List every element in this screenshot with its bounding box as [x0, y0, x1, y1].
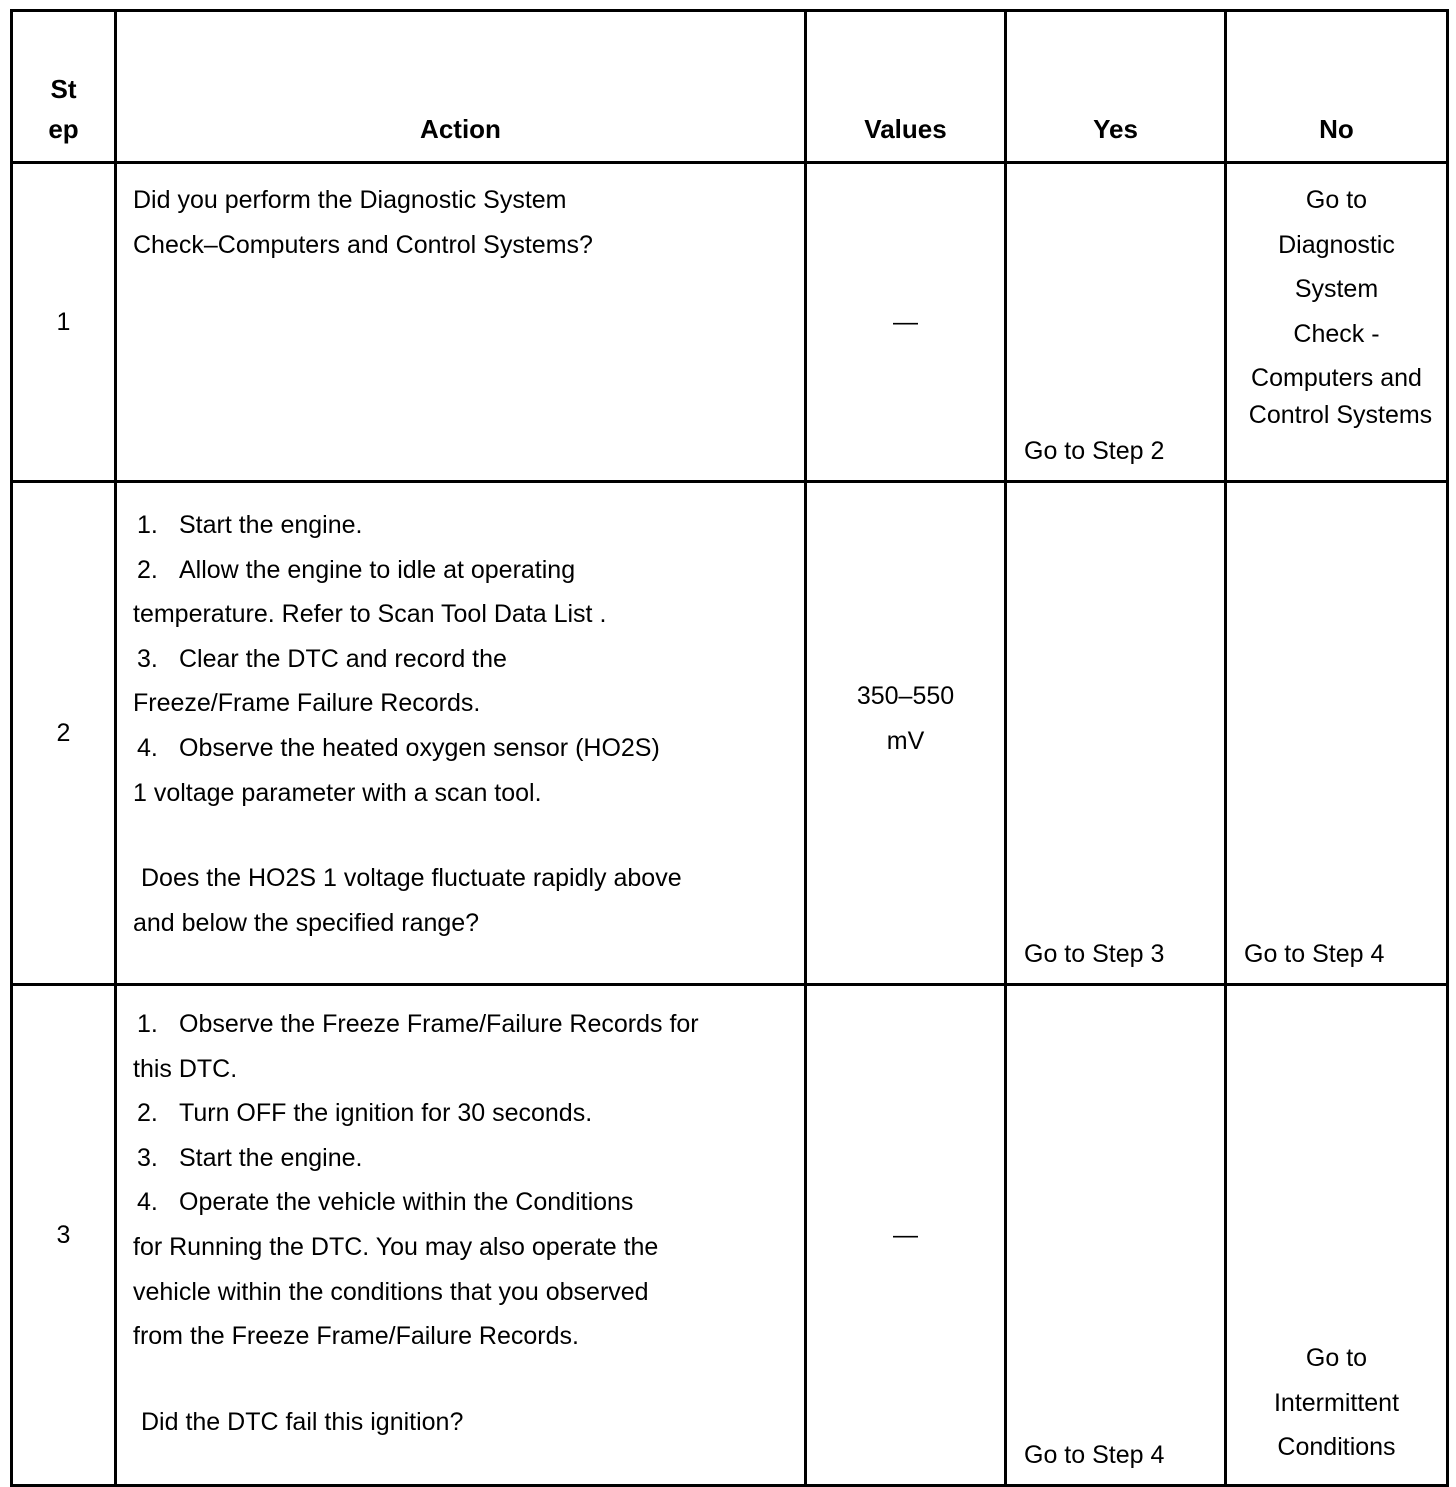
value-range: 350–550 [856, 682, 955, 710]
item-continuation: from the Freeze Frame/Failure Records. [133, 1322, 579, 1351]
yes-cell [1006, 163, 1226, 482]
action-item [133, 1002, 764, 1047]
table-row [12, 163, 1448, 482]
header-step [12, 11, 116, 163]
header-no: No [1226, 11, 1448, 163]
step-number: 1 [12, 163, 116, 482]
no-line: Conditions [1277, 1433, 1396, 1462]
no-line: Go to [1305, 1344, 1368, 1373]
item-number: 1. [137, 1010, 158, 1038]
header-step-line2: ep [48, 114, 79, 144]
item-number: 1. [137, 511, 158, 539]
value-unit: mV [886, 727, 925, 755]
table-row [12, 985, 1448, 1486]
action-item [133, 503, 764, 548]
item-number: 2. [137, 1099, 158, 1128]
item-number: 4. [137, 733, 158, 762]
action-item [133, 637, 764, 682]
yes-cell [1006, 985, 1226, 1486]
action-cell [116, 985, 806, 1486]
no-line: Intermittent [1273, 1388, 1400, 1417]
no-line: Go to [1305, 186, 1368, 214]
action-item [133, 1136, 764, 1181]
action-item [133, 548, 764, 593]
no-line: Diagnostic [1278, 230, 1395, 259]
no-link[interactable] [1227, 178, 1446, 434]
yes-link[interactable]: Go to Step 4 [1024, 1441, 1165, 1469]
no-cell [1226, 482, 1448, 985]
step-number: 3 [12, 985, 116, 1486]
item-continuation: vehicle within the conditions that you observed [133, 1277, 649, 1306]
yes-link[interactable]: Go to Step 3 [1024, 940, 1165, 968]
no-cell [1226, 985, 1448, 1486]
action-item [133, 1180, 764, 1225]
action-line: Did you perform the Diagnostic System [133, 186, 567, 214]
item-text: Observe the Freeze Frame/Failure Records for [179, 1010, 699, 1038]
header-step-line1: St [50, 74, 77, 104]
value-cell: — [806, 163, 1006, 482]
item-number: 3. [137, 1143, 158, 1172]
diagnostic-table [10, 9, 1449, 1487]
action-item [133, 726, 764, 771]
item-text: Clear the DTC and record the [179, 644, 507, 673]
no-line: System [1294, 275, 1379, 303]
item-text: Turn OFF the ignition for 30 seconds. [179, 1099, 593, 1128]
item-text: Start the engine. [179, 511, 363, 539]
header-row [12, 11, 1448, 163]
item-continuation: 1 voltage parameter with a scan tool. [133, 778, 542, 807]
item-number: 3. [137, 644, 158, 673]
question-line: and below the specified range? [133, 908, 480, 937]
item-text: Operate the vehicle within the Conditions [179, 1188, 634, 1217]
no-line: Control Systems [1248, 401, 1433, 429]
header-action: Action [116, 11, 806, 163]
item-text: Start the engine. [179, 1143, 363, 1172]
item-text: Observe the heated oxygen sensor (HO2S) [179, 733, 660, 762]
header-yes: Yes [1006, 11, 1226, 163]
no-line: Check - [1293, 319, 1380, 348]
value-cell [806, 482, 1006, 985]
item-continuation: temperature. Refer to Scan Tool Data List . [133, 600, 607, 629]
action-item [133, 1091, 764, 1136]
value-cell: — [806, 985, 1006, 1486]
no-line: Computers and [1251, 364, 1422, 392]
no-link[interactable] [1227, 1336, 1446, 1470]
step-number: 2 [12, 482, 116, 985]
action-line: Check–Computers and Control Systems? [133, 230, 593, 259]
item-number: 4. [137, 1188, 158, 1217]
no-link[interactable]: Go to Step 4 [1244, 940, 1385, 968]
item-number: 2. [137, 555, 158, 584]
item-text: Allow the engine to idle at operating [179, 555, 576, 584]
yes-link[interactable]: Go to Step 2 [1024, 437, 1165, 465]
item-continuation: Freeze/Frame Failure Records. [133, 689, 481, 718]
action-cell [116, 482, 806, 985]
yes-cell [1006, 482, 1226, 985]
question-line: Did the DTC fail this ignition? [141, 1407, 464, 1436]
question-line: Does the HO2S 1 voltage fluctuate rapidly above [141, 864, 682, 893]
table-row [12, 482, 1448, 985]
item-continuation: this DTC. [133, 1054, 238, 1083]
header-values: Values [806, 11, 1006, 163]
no-cell [1226, 163, 1448, 482]
item-continuation: for Running the DTC. You may also operate the [133, 1232, 659, 1261]
action-cell [116, 163, 806, 482]
